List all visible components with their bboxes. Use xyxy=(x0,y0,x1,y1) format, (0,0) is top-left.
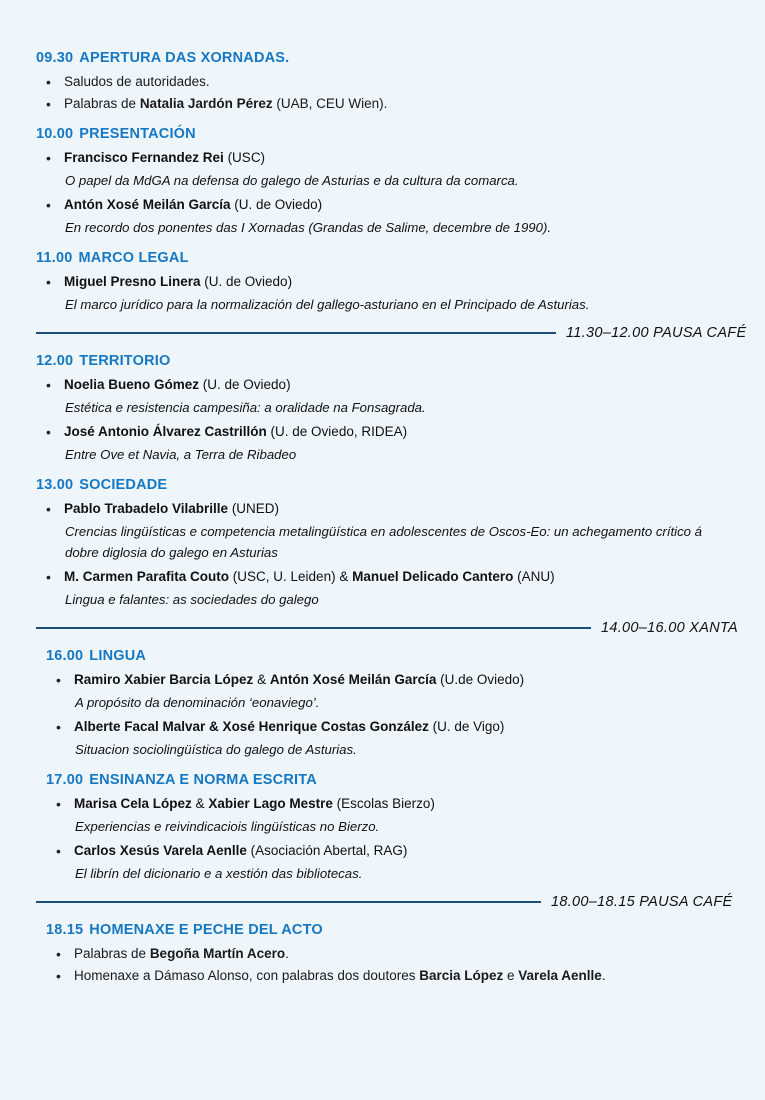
talk-title: El marco jurídico para la normalización del gallego-asturiano en el Principado de Asturias. xyxy=(65,297,590,312)
session-items xyxy=(32,272,735,315)
session-heading xyxy=(36,50,735,66)
speaker-name: Pablo Trabadelo Vilabrille xyxy=(64,501,229,516)
break-row xyxy=(32,620,739,636)
list-item xyxy=(42,966,735,986)
speaker-line xyxy=(64,422,735,442)
bullet-icon: • xyxy=(46,424,51,440)
list-item xyxy=(32,94,735,114)
session-time: 13.00 xyxy=(36,477,74,493)
session-block xyxy=(32,250,735,315)
speaker-name: Miguel Presno Linera xyxy=(64,274,201,289)
talk-title: Experiencias e reivindicaciois lingüísticas no Bierzo. xyxy=(75,819,380,834)
speaker-name: Noelia Bueno Gómez xyxy=(64,377,200,392)
session-time: 10.00 xyxy=(36,126,74,142)
program-schedule xyxy=(32,50,747,986)
session-heading xyxy=(46,922,735,938)
session-items xyxy=(32,375,735,465)
session-heading xyxy=(46,648,735,664)
detail-text: Palabras de xyxy=(64,96,140,111)
list-item xyxy=(32,72,735,92)
divider xyxy=(36,332,556,334)
break-row xyxy=(32,325,747,341)
break-label: 14.00–16.00 XANTA xyxy=(601,620,739,636)
speaker-name: Varela Aenlle xyxy=(518,968,602,983)
bullet-icon: • xyxy=(46,377,51,393)
list-item xyxy=(32,195,735,215)
list-item xyxy=(32,375,735,395)
bullet-icon: • xyxy=(46,501,51,517)
detail-text: (U. de Vigo) xyxy=(428,719,505,734)
text-line xyxy=(64,94,735,114)
bullet-icon: • xyxy=(46,96,51,112)
talk-title: O papel da MdGA na defensa do galego de Asturias e da cultura da comarca. xyxy=(65,173,519,188)
detail-text: & xyxy=(191,796,209,811)
session-title: LINGUA xyxy=(89,648,147,664)
list-item xyxy=(42,717,735,737)
talk-title: El librín del dicionario e a xestión das bibliotecas. xyxy=(75,866,363,881)
divider xyxy=(36,901,541,903)
session-title: SOCIEDADE xyxy=(79,477,168,493)
text-line xyxy=(74,944,735,964)
session-items xyxy=(42,794,735,884)
session-time: 09.30 xyxy=(36,50,74,66)
detail-text: (USC) xyxy=(223,150,266,165)
detail-text: (UAB, CEU Wien). xyxy=(272,96,388,111)
detail-text: (U. de Oviedo, RIDEA) xyxy=(266,424,408,439)
list-item xyxy=(42,944,735,964)
session-block xyxy=(32,50,735,114)
speaker-line xyxy=(64,195,735,215)
session-block xyxy=(32,772,735,884)
session-time: 18.15 xyxy=(46,922,84,938)
session-items xyxy=(32,72,735,114)
break-row xyxy=(32,894,735,910)
talk-title: Crencias lingüísticas e competencia metalingüística en adolescentes de Oscos-Eo: un achegamento crítico á dobre diglosia do galego en Asturias xyxy=(65,524,703,560)
bullet-icon: • xyxy=(56,968,61,984)
bullet-icon: • xyxy=(46,197,51,213)
session-heading xyxy=(46,772,735,788)
break-label: 11.30–12.00 PAUSA CAFÉ xyxy=(566,325,747,341)
speaker-line xyxy=(64,375,735,395)
speaker-line xyxy=(74,717,735,737)
session-heading xyxy=(36,250,735,266)
text-line xyxy=(74,966,735,986)
bullet-icon: • xyxy=(56,672,61,688)
detail-text: . xyxy=(285,946,289,961)
session-items xyxy=(42,944,735,986)
speaker-line xyxy=(74,670,735,690)
speaker-name: Manuel Delicado Cantero xyxy=(352,569,514,584)
list-item xyxy=(32,567,735,587)
session-items xyxy=(32,148,735,238)
talk-title: Lingua e falantes: as sociedades do galego xyxy=(65,592,319,607)
speaker-line xyxy=(74,841,735,861)
detail-text: (U. de Oviedo) xyxy=(199,377,291,392)
speaker-name: Francisco Fernandez Rei xyxy=(64,150,224,165)
talk-title: Situacion sociolingüística do galego de Asturias. xyxy=(75,742,357,757)
session-title: PRESENTACIÓN xyxy=(79,126,196,142)
session-heading xyxy=(36,126,735,142)
bullet-icon: • xyxy=(56,719,61,735)
bullet-icon: • xyxy=(56,946,61,962)
list-item xyxy=(32,499,735,519)
speaker-name: Xabier Lago Mestre xyxy=(208,796,333,811)
detail-text: . xyxy=(601,968,606,983)
speaker-line xyxy=(64,272,735,292)
talk-title: Entre Ove et Navia, a Terra de Ribadeo xyxy=(65,447,297,462)
list-item xyxy=(42,841,735,861)
session-time: 16.00 xyxy=(46,648,84,664)
detail-text: Palabras de xyxy=(74,946,150,961)
detail-text: (U. de Oviedo) xyxy=(230,197,323,212)
session-block xyxy=(32,477,735,610)
divider xyxy=(36,627,591,629)
list-item xyxy=(32,148,735,168)
detail-text: (UNED) xyxy=(228,501,280,516)
detail-text: (USC, U. Leiden) & xyxy=(229,569,353,584)
session-title: APERTURA DAS XORNADAS. xyxy=(79,50,290,66)
session-time: 17.00 xyxy=(46,772,84,788)
break-label: 18.00–18.15 PAUSA CAFÉ xyxy=(551,894,733,910)
talk-title: A propósito da denominación ‘eonaviego’. xyxy=(75,695,320,710)
speaker-name: Carlos Xesús Varela Aenlle xyxy=(74,843,247,858)
list-item xyxy=(32,272,735,292)
speaker-name: Natalia Jardón Pérez xyxy=(139,96,273,111)
talk-title: En recordo dos ponentes das I Xornadas (Grandas de Salime, decembre de 1990). xyxy=(65,220,552,235)
session-time: 11.00 xyxy=(36,250,73,266)
text-line xyxy=(64,72,735,92)
speaker-line xyxy=(64,499,735,519)
bullet-icon: • xyxy=(56,843,61,859)
detail-text: (Escolas Bierzo) xyxy=(332,796,435,811)
speaker-line xyxy=(74,794,735,814)
list-item xyxy=(32,422,735,442)
bullet-icon: • xyxy=(46,274,51,290)
detail-text: & xyxy=(253,672,270,687)
talk-title: Estética e resistencia campesiña: a oralidade na Fonsagrada. xyxy=(65,400,426,415)
bullet-icon: • xyxy=(46,150,51,166)
session-block xyxy=(32,648,735,760)
detail-text: Saludos de autoridades. xyxy=(64,74,210,89)
bullet-icon: • xyxy=(46,569,51,585)
detail-text: (U. de Oviedo) xyxy=(200,274,293,289)
session-title: MARCO LEGAL xyxy=(78,250,189,266)
list-item xyxy=(42,670,735,690)
bullet-icon: • xyxy=(56,796,61,812)
bullet-icon: • xyxy=(46,74,51,90)
speaker-line xyxy=(64,567,735,587)
detail-text: Homenaxe a Dámaso Alonso, con palabras dos doutores xyxy=(74,968,420,983)
session-heading xyxy=(36,353,735,369)
session-items xyxy=(32,499,735,610)
list-item xyxy=(42,794,735,814)
session-title: TERRITORIO xyxy=(79,353,171,369)
speaker-name: Begoña Martín Acero xyxy=(149,946,286,961)
session-block xyxy=(32,353,735,465)
session-time: 12.00 xyxy=(36,353,74,369)
detail-text: (U.de Oviedo) xyxy=(436,672,525,687)
detail-text: e xyxy=(503,968,519,983)
speaker-name: José Antonio Álvarez Castrillón xyxy=(64,424,267,439)
session-heading xyxy=(36,477,735,493)
session-block xyxy=(32,126,735,238)
speaker-name: M. Carmen Parafita Couto xyxy=(64,569,230,584)
session-title: ENSINANZA E NORMA ESCRITA xyxy=(89,772,317,788)
speaker-name: Antón Xosé Meilán García xyxy=(64,197,231,212)
speaker-name: Barcia López xyxy=(419,968,504,983)
detail-text: (Asociación Abertal, RAG) xyxy=(246,843,408,858)
speaker-name: Antón Xosé Meilán García xyxy=(269,672,437,687)
session-title: HOMENAXE E PECHE DEL ACTO xyxy=(89,922,323,938)
speaker-name: Marisa Cela López xyxy=(74,796,192,811)
session-items xyxy=(42,670,735,760)
detail-text: (ANU) xyxy=(513,569,555,584)
speaker-line xyxy=(64,148,735,168)
speaker-name: Alberte Facal Malvar & Xosé Henrique Costas González xyxy=(74,719,429,734)
speaker-name: Ramiro Xabier Barcia López xyxy=(74,672,254,687)
session-block xyxy=(32,922,735,986)
